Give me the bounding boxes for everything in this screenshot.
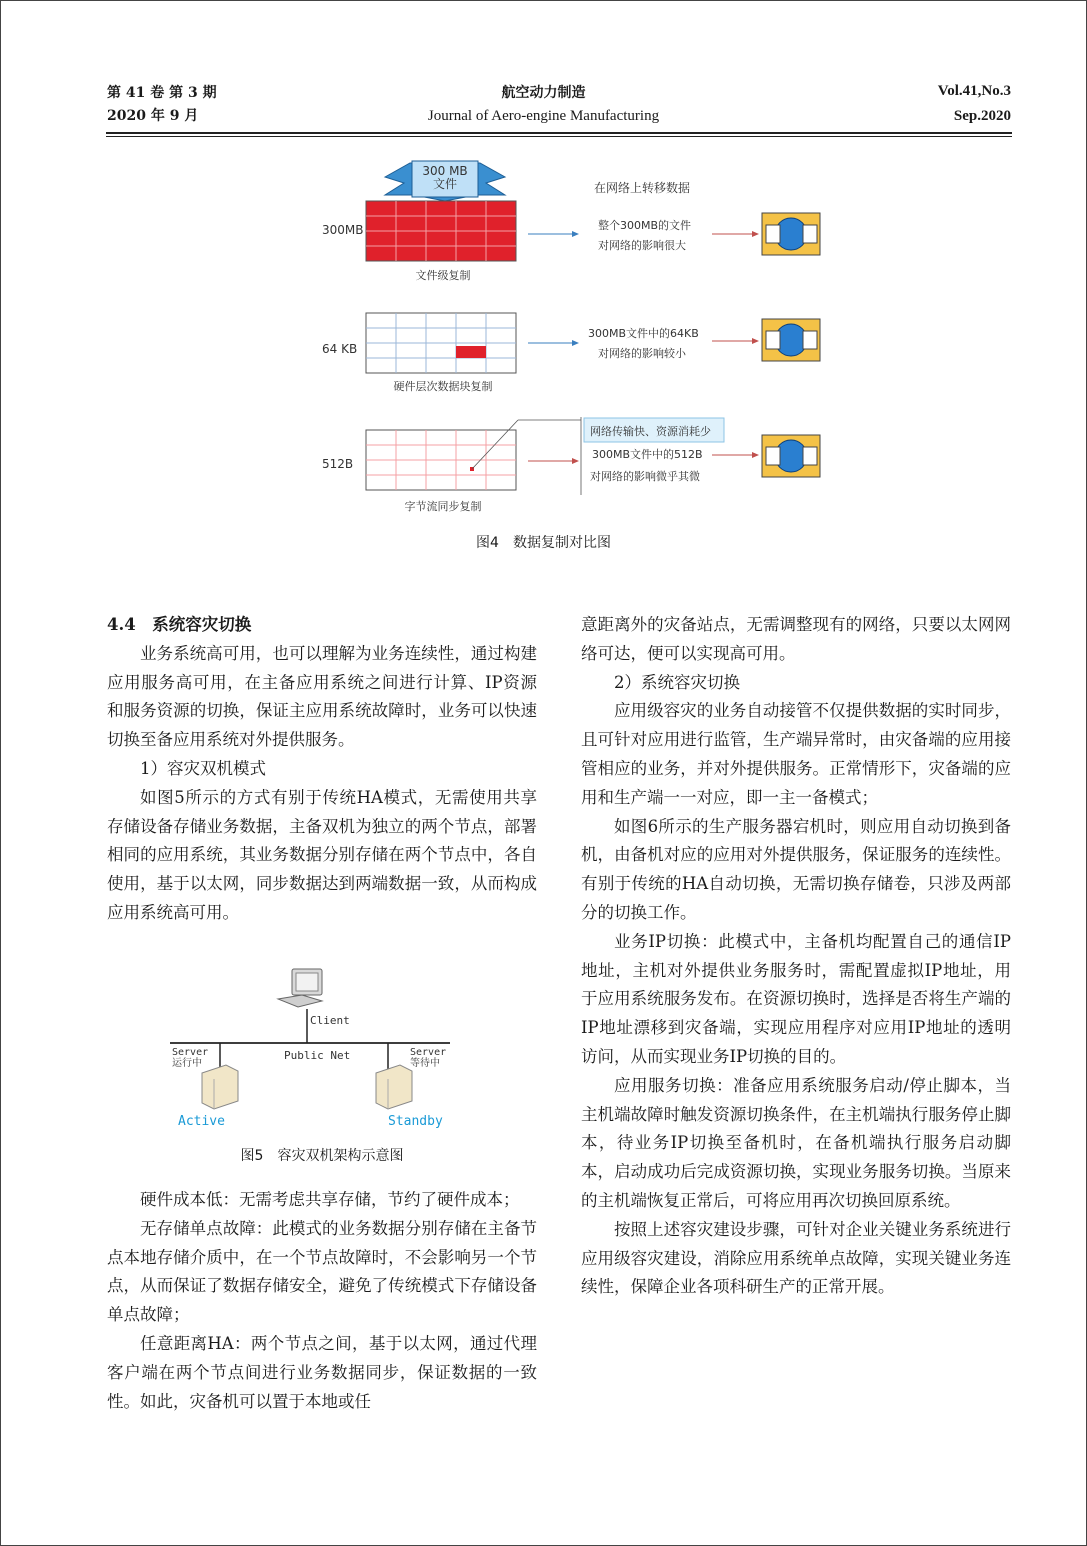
header-vol-en: Vol.41,No.3 <box>937 83 1011 99</box>
right-paragraph: 意距离外的灾备站点，无需调整现有的网络，只要以太网网络可达，便可以实现高可用。 <box>581 615 1011 663</box>
right-column <box>581 611 1011 1302</box>
row1-grid <box>366 201 516 261</box>
row3-grid <box>366 430 516 490</box>
row3-desc2: 对网络的影响微乎其微 <box>590 470 700 483</box>
banner-line1: 300 MB <box>422 164 468 178</box>
left-paragraph: 硬件成本低：无需考虑共享存储，节约了硬件成本； <box>140 1190 520 1209</box>
header-journal-cn: 航空动力制造 <box>501 85 586 101</box>
figure5-caption: 图5 容灾双机架构示意图 <box>240 1148 404 1164</box>
left-paragraph: 如图5所示的方式有别于传统HA模式，无需使用共享存储设备存储业务数据，主备双机为独立的两个节点，部署相同的应用系统，其业务数据分别存储在两个节点中，各自使用，基于以太网，同步数据达到两端数据一致，从而构成应用系统高可用。 <box>107 787 537 922</box>
left-paragraph: 无存储单点故障：此模式的业务数据分别存储在主备节点本地存储介质中，在一个节点故障时，不会影响另一个节点，从而保证了数据存储安全，避免了传统模式下存储设备单点故障； <box>107 1218 537 1325</box>
row1-label: 文件级复制 <box>415 269 471 282</box>
section-heading: 4.4 系统容灾切换 <box>107 615 252 634</box>
row1-desc1: 整个300MB的文件 <box>598 219 692 232</box>
header-date-en: Sep.2020 <box>953 108 1011 124</box>
right-paragraph: 按照上述容灾建设步骤，可针对企业关键业务系统进行应用级容灾建设，消除应用系统单点故障，实现关键业务连续性，保障企业各项科研生产的正常开展。 <box>581 1219 1011 1297</box>
row2-desc1: 300MB文件中的64KB <box>588 327 699 340</box>
server-right-label: Server <box>410 1047 447 1058</box>
network-computer-icon <box>762 213 820 255</box>
network-title: 在网络上转移数据 <box>594 181 691 195</box>
row1-desc2: 对网络的影响很大 <box>598 239 686 252</box>
row3-label: 字节流同步复制 <box>404 500 482 513</box>
banner-line2: 文件 <box>432 177 458 191</box>
row3-size: 512B <box>322 457 354 471</box>
server-active-icon <box>202 1065 238 1109</box>
network-computer-icon <box>762 319 820 361</box>
row3-desc1: 300MB文件中的512B <box>592 448 703 461</box>
figure4-caption: 图4 数据复制对比图 <box>476 535 611 551</box>
left-column <box>107 611 537 928</box>
row3-highlight: 网络传输快、资源消耗少 <box>590 425 711 438</box>
row2-label: 硬件层次数据块复制 <box>393 380 493 393</box>
left-paragraph: 任意距离HA：两个节点之间，基于以太网，通过代理客户端在两个节点间进行业务数据同步，保证数据的一致性。如此，灾备机可以置于本地或任 <box>107 1333 537 1411</box>
left-column-lower <box>107 1186 537 1416</box>
right-paragraph: 应用级容灾的业务自动接管不仅提供数据的实时同步，且可针对应用进行监管，生产端异常时，由灾备端的应用接管相应的业务，并对外提供服务。正常情形下，灾备端的应用和生产端一一对应，即一主一备模式； <box>581 701 1011 807</box>
right-paragraph: 应用服务切换：准备应用系统服务启动/停止脚本，当主机端故障时触发资源切换条件，在主机端执行服务停止脚本，待业务IP切换至备机时，在备机端执行服务启动脚本，启动成功后完成资源切换，实现业务服务切换。当原来的主机端恢复正常后，可将应用再次切换回原系统。 <box>581 1075 1011 1210</box>
right-subheading: 2）系统容灾切换 <box>614 672 740 692</box>
header-rule <box>106 132 1012 134</box>
public-net-label: Public Net <box>284 1049 351 1062</box>
figure5-diagram <box>160 965 460 1135</box>
server-left-label: Server <box>172 1047 209 1058</box>
server-left-status: 运行中 <box>172 1058 202 1069</box>
right-paragraph: 如图6所示的生产服务器宕机时，则应用自动切换到备机，由备机对应的应用对外提供服务，保证服务的连续性。有别于传统的HA自动切换，无需切换存储卷，只涉及两部分的切换工作。 <box>581 816 1011 922</box>
active-label: Active <box>178 1114 225 1129</box>
figure4-diagram <box>300 155 860 525</box>
network-computer-icon <box>762 435 820 477</box>
header-journal-en: Journal of Aero-engine Manufacturing <box>427 108 660 124</box>
server-right-status: 等待中 <box>410 1058 440 1069</box>
row2-desc2: 对网络的影响较小 <box>598 347 686 360</box>
standby-label: Standby <box>388 1114 443 1129</box>
header-rule-thin <box>106 136 1012 137</box>
file-banner <box>385 161 505 201</box>
header-date: 2020 年 9 月 <box>107 108 199 124</box>
row2-grid <box>366 313 516 373</box>
header-volume: 第 41 卷 第 3 期 <box>107 85 217 101</box>
left-paragraph: 业务系统高可用，也可以理解为业务连续性，通过构建应用服务高可用，在主备应用系统之间进行计算、IP资源和服务资源的切换，保证主应用系统故障时，业务可以快速切换至备应用系统对外提供服务。 <box>107 643 537 750</box>
right-paragraph: 业务IP切换：此模式中，主备机均配置自己的通信IP地址，主机对外提供业务服务时，需配置虚拟IP地址，用于应用系统服务发布。在资源切换时，选择是否将生产端的IP地址漂移到灾备端，实现应用程序对应用IP地址的透明访问，从而实现业务IP切换的目的。 <box>581 931 1011 1066</box>
left-subheading: 1）容灾双机模式 <box>140 758 266 778</box>
client-computer-icon <box>278 969 322 1007</box>
server-standby-icon <box>376 1065 412 1109</box>
row2-size: 64 KB <box>322 342 358 356</box>
row1-size: 300MB <box>322 223 364 237</box>
client-label: Client <box>310 1014 350 1027</box>
